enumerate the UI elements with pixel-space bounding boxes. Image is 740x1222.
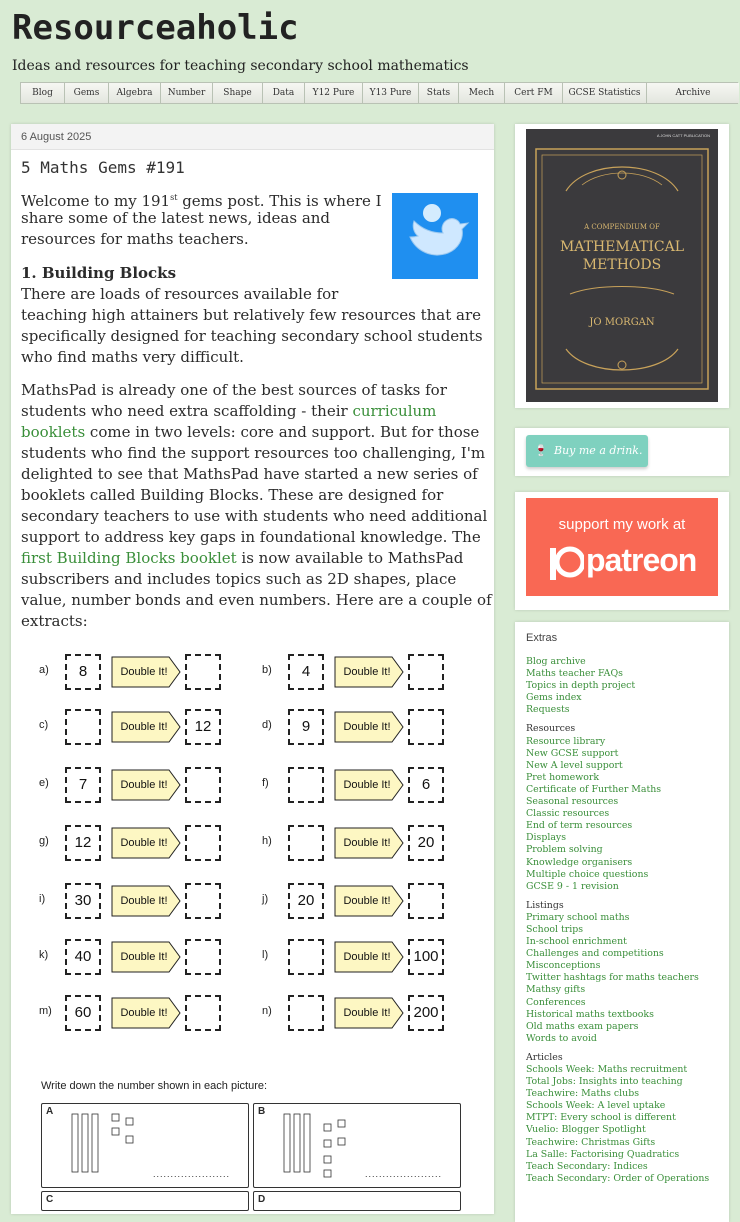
output-number-box: 20 <box>408 825 444 861</box>
output-number-box <box>408 709 444 745</box>
double-it-arrow <box>334 827 404 859</box>
p1-line-1: There are loads of resources available for <box>21 285 339 303</box>
patreon-banner[interactable] <box>526 498 718 596</box>
tab-archive[interactable]: Archive <box>647 83 739 103</box>
extras-link[interactable]: Displays <box>526 832 567 844</box>
extras-link[interactable]: Blog archive <box>526 656 586 667</box>
post-title[interactable]: 5 Maths Gems #191 <box>21 158 185 177</box>
extras-link[interactable]: Misconceptions <box>526 960 601 972</box>
question-label: b) <box>262 664 272 676</box>
extras-link[interactable]: End of term resources <box>526 820 633 832</box>
extras-link[interactable]: GCSE 9 - 1 revision <box>526 880 619 892</box>
patreon-line1: support my work at <box>558 516 686 533</box>
p1-line-3: specifically designed for teaching secondary school students <box>21 327 483 345</box>
output-number-box <box>185 995 221 1031</box>
output-number-box <box>185 883 221 919</box>
tab-blog[interactable]: Blog <box>21 83 65 103</box>
extras-heading: Articles <box>526 1051 563 1063</box>
first-building-blocks-link[interactable]: first Building Blocks booklet <box>21 549 237 567</box>
extras-link[interactable]: Resource library <box>526 735 606 747</box>
double-it-arrow <box>111 941 181 973</box>
double-it-arrow <box>334 997 404 1029</box>
extras-link[interactable]: La Salle: Factorising Quadratics <box>526 1148 680 1160</box>
question-label: k) <box>39 949 49 961</box>
tab-mech[interactable]: Mech <box>459 83 505 103</box>
question-label: g) <box>39 835 49 847</box>
book-title-line1: MATHEMATICAL <box>559 239 685 255</box>
arrow-label: Double It! <box>343 666 391 678</box>
question-label: i) <box>39 893 46 905</box>
extras-list <box>526 656 726 1185</box>
input-number-box: 30 <box>65 883 101 919</box>
arrow-label: Double It! <box>343 721 391 733</box>
double-it-arrow <box>111 769 181 801</box>
arrow-label: Double It! <box>120 721 168 733</box>
input-number-box <box>288 825 324 861</box>
p2-line-1: MathsPad is already one of the best sources of tasks for <box>21 381 447 399</box>
picture-label: A <box>46 1106 54 1117</box>
extras-link[interactable]: Historical maths textbooks <box>526 1008 654 1020</box>
extras-link[interactable]: Certificate of Further Maths <box>526 783 662 795</box>
tab-gems[interactable]: Gems <box>65 83 109 103</box>
extras-link[interactable]: Challenges and competitions <box>526 948 664 960</box>
question-label: d) <box>262 719 272 731</box>
blog-post <box>11 124 494 1214</box>
site-header <box>0 0 740 82</box>
question-label: c) <box>39 719 49 731</box>
output-number-box: 6 <box>408 767 444 803</box>
section-heading: 1. Building Blocks <box>21 264 177 282</box>
p1-line-4: who find maths very difficult. <box>21 348 244 366</box>
p1-line-2: teaching high attainers but relatively few resources that are <box>21 306 482 324</box>
question-label: a) <box>39 664 49 676</box>
arrow-label: Double It! <box>120 779 168 791</box>
input-number-box <box>288 767 324 803</box>
question-label: n) <box>262 1005 272 1017</box>
tab-shape[interactable]: Shape <box>213 83 263 103</box>
extras-link[interactable]: Twitter hashtags for maths teachers <box>526 972 699 984</box>
extras-link[interactable]: Teachwire: Maths clubs <box>526 1088 640 1100</box>
patreon-logo-icon <box>548 544 584 584</box>
extras-link[interactable]: In-school enrichment <box>526 936 627 948</box>
worksheet-row <box>39 707 479 747</box>
output-number-box <box>185 939 221 975</box>
tab-y12-pure[interactable]: Y12 Pure <box>305 83 363 103</box>
arrow-label: Double It! <box>120 666 168 678</box>
output-number-box <box>408 883 444 919</box>
extras-heading: Resources <box>526 723 576 735</box>
arrow-label: Double It! <box>343 895 391 907</box>
tab-cert-fm[interactable]: Cert FM <box>505 83 563 103</box>
output-number-box <box>185 767 221 803</box>
input-number-box: 9 <box>288 709 324 745</box>
arrow-label: Double It! <box>120 837 168 849</box>
input-number-box <box>288 995 324 1031</box>
extras-link[interactable]: Old maths exam papers <box>526 1020 639 1032</box>
twitter-bird-icon <box>392 193 478 279</box>
double-it-arrow <box>334 656 404 688</box>
question-label: j) <box>262 893 269 905</box>
extras-link[interactable]: Classic resources <box>526 808 610 820</box>
extras-link[interactable]: Mathsy gifts <box>526 984 586 996</box>
picture-box-a <box>41 1103 249 1188</box>
intro-sup: st <box>170 193 178 202</box>
p2-line-4: students who find the support resources too challenging, I'm <box>21 444 486 462</box>
extras-heading: Listings <box>526 899 564 911</box>
extras-link[interactable]: Teach Secondary: Order of Operations <box>526 1172 710 1184</box>
arrow-label: Double It! <box>343 837 391 849</box>
book-author: JO MORGAN <box>589 317 655 328</box>
intro-text-b: gems post. This is where I <box>177 192 382 210</box>
p2-text-2a: students who need extra scaffolding - their <box>21 402 353 420</box>
picture-label: B <box>258 1106 266 1117</box>
question-label: h) <box>262 835 272 847</box>
nav-bar <box>20 82 738 104</box>
tab-stats[interactable]: Stats <box>419 83 459 103</box>
double-it-arrow <box>111 656 181 688</box>
extras-link[interactable]: Requests <box>526 704 570 716</box>
book-publisher: A JOHN CATT PUBLICATION <box>656 133 710 138</box>
double-it-arrow <box>334 711 404 743</box>
double-it-arrow <box>334 885 404 917</box>
site-tagline: Ideas and resources for teaching secondary school mathematics <box>12 58 469 74</box>
intro-text-a: Welcome to my 191 <box>21 192 171 210</box>
extras-link[interactable]: Knowledge organisers <box>526 856 633 868</box>
output-number-box: 12 <box>185 709 221 745</box>
question-label: e) <box>39 777 49 789</box>
picture-box-b <box>253 1103 461 1188</box>
picture-label: C <box>46 1194 54 1205</box>
input-number-box: 60 <box>65 995 101 1031</box>
book-title-line2: METHODS <box>582 257 662 273</box>
p2-text-9b: is now available to MathsPad <box>236 549 464 567</box>
extras-link[interactable]: Topics in depth project <box>526 680 636 692</box>
arrow-label: Double It! <box>120 895 168 907</box>
worksheet-row <box>39 823 479 863</box>
extras-link[interactable]: Seasonal resources <box>526 796 619 808</box>
extras-link[interactable]: Problem solving <box>526 844 603 856</box>
p2-line-5: delighted to see that MathsPad have started a new series of <box>21 465 478 483</box>
p2-text-3b: come in two levels: core and support. But for those <box>85 423 480 441</box>
p2-line-10: subscribers and includes topics such as 2D shapes, place <box>21 570 457 588</box>
double-it-arrow <box>111 711 181 743</box>
extras-link[interactable]: Words to avoid <box>526 1032 597 1044</box>
output-number-box <box>408 654 444 690</box>
curriculum-booklets-link-2[interactable]: booklets <box>21 423 86 441</box>
tab-y13-pure[interactable]: Y13 Pure <box>363 83 419 103</box>
arrow-label: Double It! <box>120 1007 168 1019</box>
extras-title: Extras <box>526 632 558 644</box>
p2-line-11: value, number bonds and even numbers. Here are a couple of <box>21 591 492 609</box>
intro-line-3: resources for maths teachers. <box>21 230 249 248</box>
extras-link[interactable]: School trips <box>526 923 584 935</box>
p2-line-9 <box>21 548 463 569</box>
output-number-box <box>185 654 221 690</box>
input-number-box: 12 <box>65 825 101 861</box>
double-it-arrow <box>334 941 404 973</box>
patreon-brand: patreon <box>586 542 697 578</box>
arrow-label: Double It! <box>343 779 391 791</box>
book-subtitle: A COMPENDIUM OF <box>584 223 660 231</box>
double-it-arrow <box>111 885 181 917</box>
extras-link[interactable]: Vuelio: Blogger Spotlight <box>526 1124 646 1136</box>
question-label: f) <box>262 777 269 789</box>
extras-link[interactable]: Pret homework <box>526 771 600 783</box>
wine-glass-icon: 🍷 <box>534 444 548 457</box>
question-label: m) <box>39 1005 52 1017</box>
output-number-box: 100 <box>408 939 444 975</box>
input-number-box: 8 <box>65 654 101 690</box>
pictures-prompt: Write down the number shown in each picture: <box>41 1080 268 1092</box>
extras-link[interactable]: New A level support <box>526 759 623 771</box>
question-label: l) <box>262 949 269 961</box>
extras-link[interactable]: Primary school maths <box>526 911 630 923</box>
extras-link[interactable]: Schools Week: Maths recruitment <box>526 1064 688 1075</box>
worksheet-row <box>39 652 479 692</box>
extras-link[interactable]: Teachwire: Christmas Gifts <box>526 1136 656 1148</box>
arrow-label: Double It! <box>343 951 391 963</box>
post-date: 6 August 2025 <box>11 124 494 150</box>
input-number-box: 20 <box>288 883 324 919</box>
extras-link[interactable]: Maths teacher FAQs <box>526 668 623 680</box>
extras-widget <box>515 622 729 1222</box>
buy-label: Buy me a drink. <box>554 444 643 457</box>
arrow-label: Double It! <box>343 1007 391 1019</box>
picture-label: D <box>258 1194 266 1205</box>
extras-link[interactable]: Teach Secondary: Indices <box>526 1160 648 1172</box>
worksheet-row <box>39 993 479 1033</box>
site-title[interactable]: Resourceaholic <box>12 8 299 48</box>
p2-line-8: support to address key gaps in foundational knowledge. The <box>21 528 481 546</box>
tab-number[interactable]: Number <box>161 83 213 103</box>
twitter-bird-image <box>392 193 478 279</box>
output-number-box: 200 <box>408 995 444 1031</box>
output-number-box <box>185 825 221 861</box>
extras-link[interactable]: MTPT: Every school is different <box>526 1112 676 1124</box>
extras-link[interactable]: Total Jobs: Insights into teaching <box>526 1076 683 1088</box>
worksheet-row <box>39 765 479 805</box>
worksheet-row <box>39 881 479 921</box>
book-widget <box>515 124 729 408</box>
extras-link[interactable]: Schools Week: A level uptake <box>526 1100 666 1112</box>
p2-line-12: extracts: <box>21 612 88 630</box>
tab-algebra[interactable]: Algebra <box>109 83 161 103</box>
worksheet-extract <box>39 652 479 1052</box>
p2-line-3 <box>21 422 479 443</box>
double-it-arrow <box>334 769 404 801</box>
extras-link[interactable]: Gems index <box>526 692 582 704</box>
picture-box-d <box>253 1191 461 1211</box>
p2-line-2 <box>21 401 436 422</box>
book-cover[interactable] <box>526 129 718 402</box>
input-number-box <box>288 939 324 975</box>
arrow-label: Double It! <box>120 951 168 963</box>
picture-box-c <box>41 1191 249 1211</box>
input-number-box <box>65 709 101 745</box>
extras-link[interactable]: Multiple choice questions <box>526 868 649 880</box>
worksheet-row <box>39 937 479 977</box>
double-it-arrow <box>111 827 181 859</box>
extras-link[interactable]: Conferences <box>526 996 586 1008</box>
tab-gcse-statistics[interactable]: GCSE Statistics <box>563 83 647 103</box>
buy-me-a-drink-button[interactable] <box>526 435 648 467</box>
input-number-box: 7 <box>65 767 101 803</box>
buy-widget <box>515 428 729 476</box>
answer-line: ...................... <box>152 1169 230 1179</box>
p2-line-6: booklets called Building Blocks. These are designed for <box>21 486 444 504</box>
input-number-box: 40 <box>65 939 101 975</box>
p2-line-7: secondary teachers to use with students who need additional <box>21 507 488 525</box>
answer-line: ...................... <box>364 1169 442 1179</box>
extras-link[interactable]: New GCSE support <box>526 747 619 759</box>
tab-data[interactable]: Data <box>263 83 305 103</box>
curriculum-booklets-link[interactable]: curriculum <box>352 402 437 420</box>
patreon-widget <box>515 492 729 610</box>
intro-line-2: share some of the latest news, ideas and <box>21 209 331 227</box>
double-it-arrow <box>111 997 181 1029</box>
input-number-box: 4 <box>288 654 324 690</box>
